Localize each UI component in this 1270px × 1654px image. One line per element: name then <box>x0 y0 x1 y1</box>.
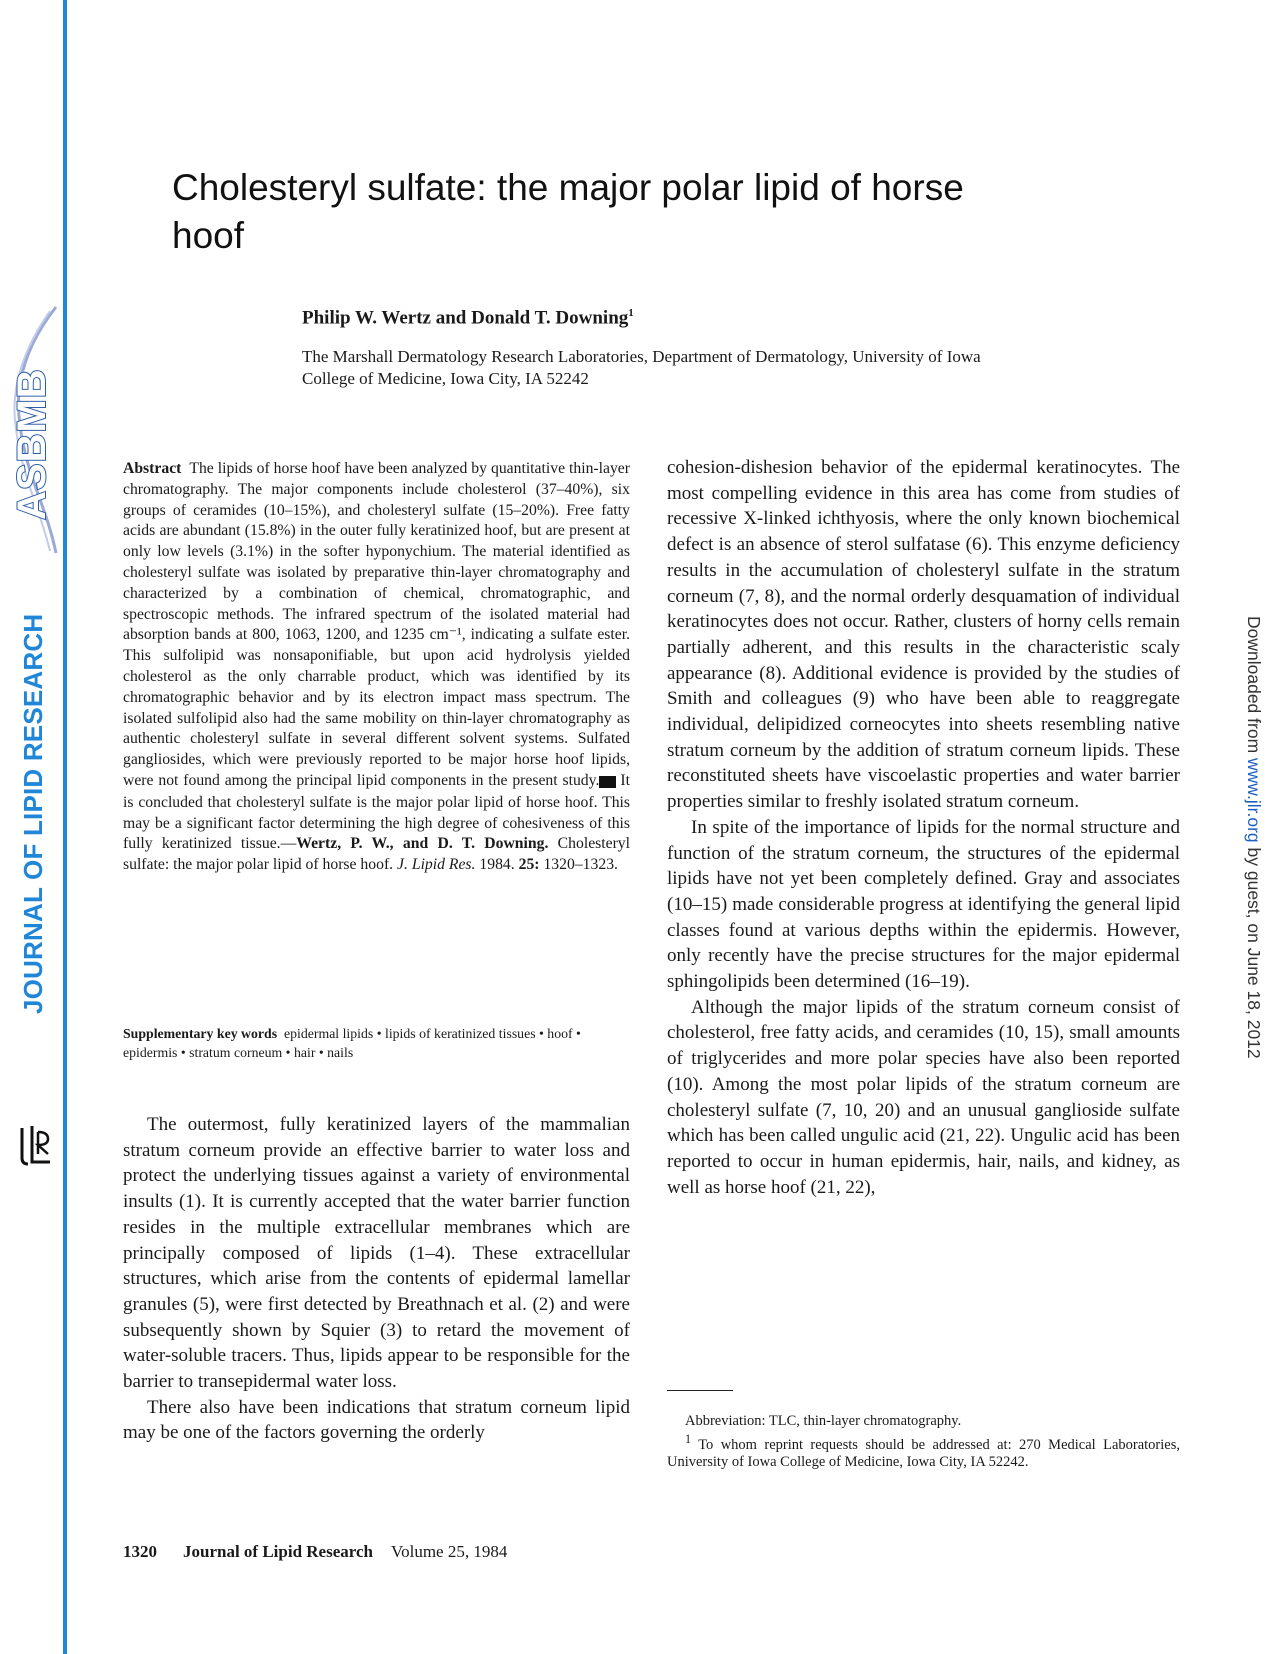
right-column-body <box>667 455 1180 1200</box>
author-footnote-mark: 1 <box>628 307 634 319</box>
citation-title: Cholesteryl sulfate: the major polar lipid of horse hoof. <box>123 835 631 874</box>
footnotes <box>667 1413 1180 1471</box>
paragraph: The outermost, fully keratinized layers of the mammalian stratum corneum provide an effective barrier to water loss and protect the underlying tissues against a variety of environmental insults (1). It is currently accepted that the water barrier function resides in the multiple extracellular membranes which are principally composed of lipids (1–4). These extracellular structures, which arise from the contents of epidermal lamellar granules (5), were first detected by Breathnach et al. (2) and were subsequently shown by Squier (3) to retard the movement of water-soluble tracers. Thus, lipids appear to be responsible for the barrier to transepidermal water loss. <box>123 1114 630 1393</box>
asbmb-logo-text: ASBMB <box>10 368 54 520</box>
footnote-abbreviation: Abbreviation: TLC, thin-layer chromatography. <box>685 1413 962 1429</box>
authors <box>302 307 634 329</box>
citation-year: 1984. <box>475 856 519 874</box>
article-title: Cholesteryl sulfate: the major polar lipid of horse hoof <box>172 167 964 256</box>
abstract-text: The lipids of horse hoof have been analyzed by quantitative thin-layer chromatography. The major components include cholesterol (37–40%), six groups of ceramides (10–15%), and cholesteryl sulfate (15–20%). Free fatty acids are abundant (15.8%) in the outer fully keratinized hoof, but are present at only low levels (3.1%) in the softer hyponychium. The material identified as cholesteryl sulfate was isolated by preparative thin-layer chromatography and characterized by a combination of chemical, chromatographic, and spectroscopic methods. The infrared spectrum of the isolated material had absorption bands at 800, 1063, 1200, and 1235 cm⁻¹, indicating a sulfate ester. This sulfolipid was nonsaponifiable, but upon acid hydrolysis yielded cholesterol as the only charrable product, which was identified by its chromatographic behavior and by its electron impact mass spectrum. The isolated sulfolipid also had the same mobility on thin-layer chromatography as authentic cholesteryl sulfate in several different solvent systems. Sulfated gangliosides, which were previously reported to be major horse hoof lipids, were not found among the principal lipid components in the present study. <box>123 460 630 789</box>
key-words <box>123 1024 630 1062</box>
download-suffix: by guest, on June 18, 2012 <box>1244 842 1264 1059</box>
footnote-text: To whom reprint requests should be addressed at: 270 Medical Laboratories, University of Iowa College of Medicine, Iowa City, IA 52242. <box>667 1436 1180 1470</box>
footnote-mark: 1 <box>685 1431 692 1446</box>
citation-pages: 1320–1323. <box>539 856 618 874</box>
paragraph: Although the major lipids of the stratum corneum consist of cholesterol, free fatty acids, and ceramides (10, 15), small amounts of triglycerides and more polar species have also been reported (10). Among the most polar lipids of the stratum corneum are cholesteryl sulfate (7, 10, 20) and an unusual ganglioside sulfate which has been called ungulic acid (21, 22). Ungulic acid has been reported to occur in human epidermis, hair, nails, and kidney, as well as horse hoof (21, 22), <box>667 996 1180 1198</box>
page-number: 1320 <box>123 1542 157 1561</box>
sidebar-rule <box>63 0 67 1654</box>
paragraph: cohesion-dishesion behavior of the epidermal keratinocytes. The most compelling evidence in this area has come from studies of recessive X-linked ichthyosis, where the only known biochemical defect is an absence of sterol sulfatase (6). This enzyme deficiency results in the accumulation of cholesteryl sulfate in the stratum corneum (7, 8), and the normal orderly desquamation of individual keratinocytes does not occur. Rather, clusters of horny cells remain partially adherent, and this results in the characteristic scaly appearance (8). Additional evidence is provided by the studies of Smith and colleagues (9) who have been able to reaggregate individual, delipidized corneocytes into sheets resembling native stratum corneum by the addition of stratum corneum lipids. These reconstituted sheets have viscoelastic properties and water barrier properties similar to freshly isolated stratum corneum. <box>667 457 1180 813</box>
key-words-text: epidermal lipids • lipids of keratinized tissues • hoof • epidermis • stratum corneum • hair • nails <box>123 1026 581 1060</box>
journal-name-vertical: JOURNAL OF LIPID RESEARCH <box>18 613 48 1014</box>
page-footer <box>123 1542 507 1562</box>
abstract-conclusion: It is concluded that cholesteryl sulfate is the major polar lipid of horse hoof. This may be a significant factor determining the high degree of cohesiveness of this fully keratinized tissue.— <box>123 771 630 853</box>
citation-volume: 25: <box>518 856 540 874</box>
footnote-rule <box>667 1390 733 1391</box>
paragraph: In spite of the importance of lipids for the normal structure and function of the stratum corneum, the structures of the epidermal lipids have not yet been completely defined. Gray and associates (10–15) made considerable progress at identifying the general lipid classes found at various depths within the epidermis. However, only recently have the precise structures for the major epidermal sphingolipids been determined (16–19). <box>667 816 1180 993</box>
left-column-body <box>123 1112 630 1446</box>
journal-name: Journal of Lipid Research <box>183 1542 374 1561</box>
key-words-lead: Supplementary key words <box>123 1026 278 1041</box>
author-names: Philip W. Wertz and Donald T. Downing <box>302 307 629 329</box>
download-notice <box>1243 616 1264 1059</box>
abstract <box>123 459 630 876</box>
download-prefix: Downloaded from <box>1244 616 1264 759</box>
jlr-logo-icon <box>18 1124 52 1168</box>
abstract-marker: ■■ <box>599 775 616 788</box>
paragraph: There also have been indications that stratum corneum lipid may be one of the factors governing the orderly <box>123 1396 630 1444</box>
abstract-lead: Abstract <box>123 460 182 477</box>
jlr-site-link[interactable]: www.jlr.org <box>1244 758 1264 843</box>
citation-journal: J. Lipid Res. <box>397 856 476 874</box>
footnote-reprint <box>667 1431 1180 1472</box>
affiliation: The Marshall Dermatology Research Laboratories, Department of Dermatology, University of Iowa College of Medicine, Iowa City, IA 52242 <box>302 347 981 388</box>
volume-info: Volume 25, 1984 <box>391 1542 508 1561</box>
citation-authors: Wertz, P. W., and D. T. Downing. <box>296 835 549 853</box>
